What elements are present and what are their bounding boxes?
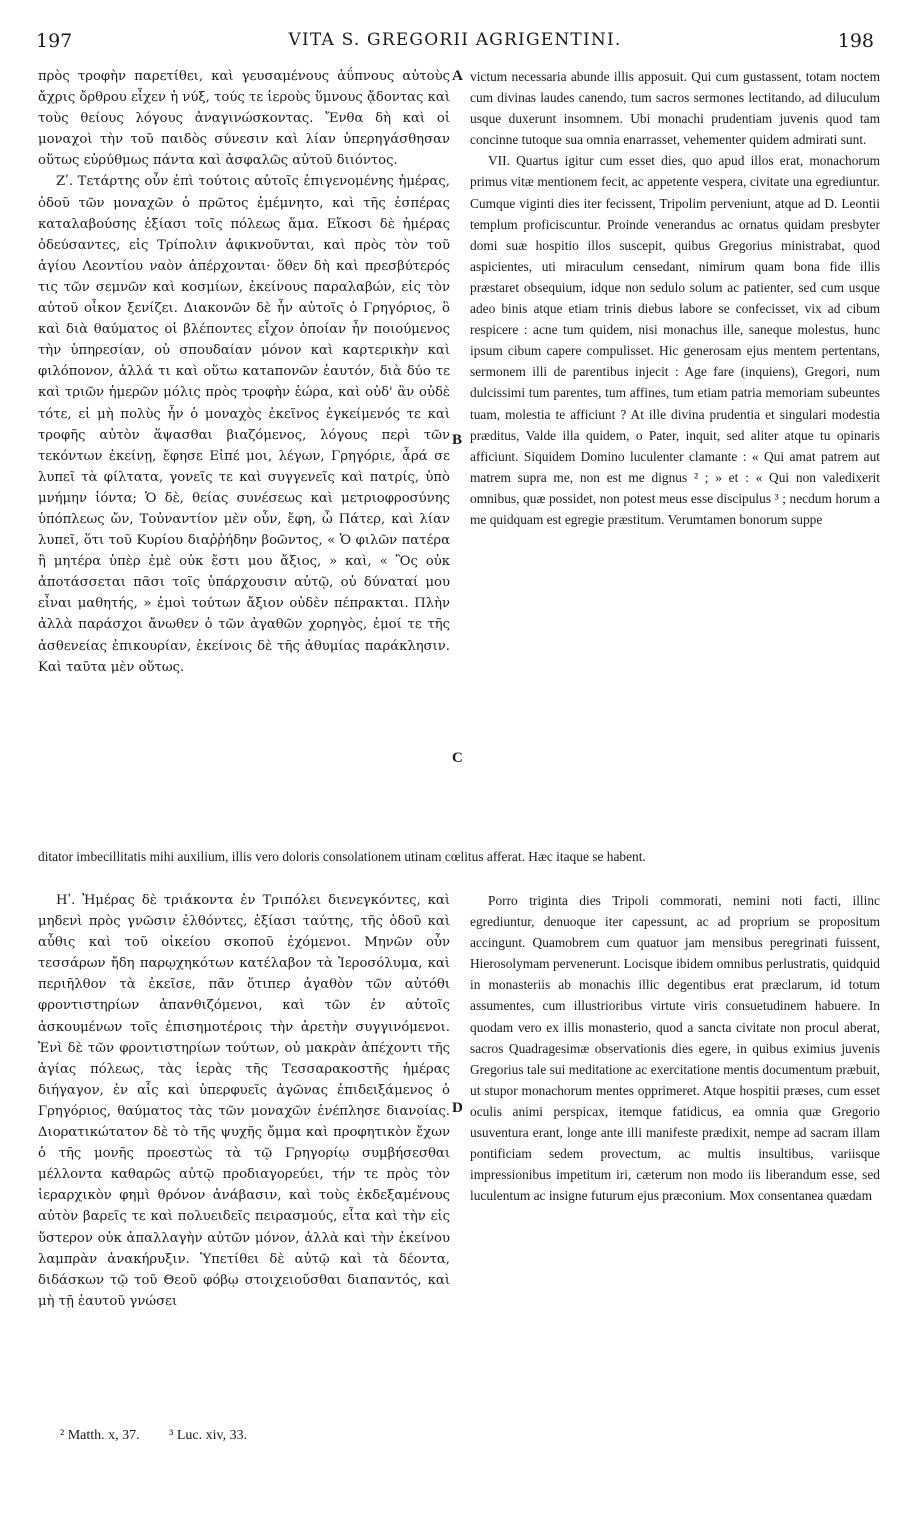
- page-number-right: 198: [837, 30, 874, 52]
- latin-full-width-continuation: ditator imbecillitatis mihi auxilium, illis vero doloris consolationem utinam cœlitus afferat. Hæc itaque se habent.: [38, 849, 646, 864]
- greek-column-upper: [38, 66, 450, 678]
- footnotes: [60, 1428, 273, 1444]
- greek-column-lower: [38, 890, 450, 1312]
- running-title: VITA S. GREGORII AGRIGENTINI.: [288, 30, 622, 50]
- margin-marker-b: B: [452, 432, 463, 448]
- latin-paragraph: Porro triginta dies Tripoli commorati, nemini noti facti, illinc egrediuntur, denuoque iter capessunt, ac ad proprium se propositum accingunt. Quamobrem cum quatuor jam mensibus peregrinati fuissent, Hierosolymam pervenerunt. Locisque ibidem omnibus perlustratis, quidquid in monasteriis ab monachis illic degentibus erat præclarum, id totum assumentes, cum illustrioribus virtute viris consuetudinem habuere. In quodam vero ex illis monasterio, quod a sancta civitate non procul aberat, sacros Quadragesimæ observationis dies egere, in quibus eximius juvenis Gregorius tale sui meditatione ac exercitatione mentis documentum præbuit, ut stupor monachorum mentes opprimeret. Atque hospitii præses, cum esset oculis animi perspicax, itemque fatidicus, ea omnia quæ Gregorio usuventura erant, longe ante illi manifeste prædixit, nempe ad sacram illam pontificiam sedem provectum, ac multis insultibus, variisque impressionibus impetitum iri, cæterum non modo iis liberandum esse, sed luculentum ac insigne futurum ejus præconium. Mox consentanea quædam: [470, 893, 880, 1204]
- greek-paragraph: Ηʹ. Ἡμέρας δὲ τριάκοντα ἐν Τριπόλει διενεγκόντες, καὶ μηδενὶ πρὸς γνῶσιν ἐλθόντες, ἐξίασι ταύτης, τῆς ὁδοῦ καὶ αὖθις καὶ τοῦ οἰκείου σκοποῦ ἐχόμενοι. Μηνῶν οὖν τεσσάρων ἤδη παρῳχηκότων κατέλαβον τὰ Ἱεροσόλυμα, καὶ περιῆλθον τὰ ἐκεῖσε, πᾶν ὅτιπερ ἀγαθὸν τῶν αὐτόθι φροντιστηρίων ἀπανθιζόμενοι, καὶ τῶν ἐν αὐτοῖς ἀσκουμένων τοῖς ἐπισημοτέροις τὴν ἀρετὴν συγγινόμενοι. Ἐνὶ δὲ τῶν φροντιστηρίων τούτων, οὐ μακρὰν ἀπέχοντι τῆς ἁγίας πόλεως, τὰς ἱερὰς τῆς Τεσσαρακοστῆς ἡμέρας διήγαγον, ἐν αἷς καὶ ὑπερφυεῖς ἀγῶνας ἐπιδειξάμενος ὁ Γρηγόριος, θαύματος τὰς τῶν μοναχῶν ἐνέπλησε διανοίας. Διορατικώτατον δὲ τὸ τῆς ψυχῆς ὄμμα καὶ προφητικὸν ἔχων ὁ τῆς μονῆς προεστὼς τὰ τῷ Γρηγορίῳ συμβήσεσθαι μέλλοντα καθαρῶς αὐτῷ προδιαγορεύει, τήν τε πρὸς τὸν ἱεραρχικὸν φημὶ θρόνον ἀνάβασιν, καὶ τοὺς ἐκδεξαμένους αὐτὸν βαρεῖς τε καὶ πολυειδεῖς πειρασμούς, εἶτα καὶ τὴν εἰς ὕστερον οὐκ ἀπαλλαγὴν αὐτῶν μόνον, ἀλλὰ καὶ τὴν ἐκείνου λαμπρὰν ἀνακήρυξιν. Ὑπετίθει δὲ αὐτῷ καὶ τὰ δέοντα, διδάσκων τῷ τοῦ Θεοῦ φόβῳ στοιχειοῦσθαι διαπαντός, καὶ μὴ τῇ ἑαυτοῦ γνώσει: [38, 893, 450, 1309]
- page-header: [36, 30, 874, 56]
- greek-paragraph: πρὸς τροφὴν παρετίθει, καὶ γευσαμένους ἀΰπνους αὐτοὺς ἄχρις ὄρθρου εἶχεν ἡ νύξ, τούς τε ἱεροὺς ὕμνους ᾄδοντας καὶ τοὺς θείους λόγους ἀναγινώσκοντας. Ἔνθα δὴ καὶ οἱ μοναχοὶ τὴν τοῦ παιδὸς σύνεσιν καὶ λίαν ὑπερηγάσθησαν οὕτως εὐρύθμως πάντα καὶ ἀσφαλῶς αὐτοῦ διιόντος.: [38, 69, 450, 169]
- margin-marker-c: C: [452, 750, 463, 766]
- latin-column-lower: [470, 890, 880, 1206]
- latin-paragraph: victum necessaria abunde illis apposuit. Qui cum gustassent, totam noctem cum divinas laudes canendo, tum sacros sermones lectitando, ad diluculum usque duxerunt insomnem. Ubi monachi prudentiam juvenis quod tam concinne tutoque sua omnia enarrasset, vehementer quidem admirati sunt.: [470, 69, 880, 148]
- latin-paragraph: VII. Quartus igitur cum esset dies, quo apud illos erat, monachorum primus vitæ mentionem fecit, ac appetente vespera, civitate una egrediuntur. Cumque viginti dies iter fecissent, Tripolim perveniunt, atque ad D. Leontii templum proficiscuntur. Proinde venerandus ac ornatus quidam presbyter domi suæ hospitio illos suscepit, quibus Gregorius ministrabat, quod aspicientes, uti miraculum censedant, nimirum quam bona fide illis præstaret obsequium, idque non sedulo solum ac patienter, sed cum usque adeo binis atque etiam trinis diebus labore se confecisset, vix ad cibum respicere : acne tum quidem, nisi monachus ille, saneque molestus, hunc ipsum cibum capere compulisset. Hic generosam ejus mentem pertentans, sermonem illi de parentibus injecit : Age fare (inquiens), Gregori, num dulcissimi tum parentes, tum affines, tum etiam patria memoriam subeuntes tuam, molestia te afficiunt ? At ille divina prudentia et singulari modestia præditus, Valde illa quidem, o Pater, inquit, sed aliter atque tu opinaris afficiunt. Siquidem Domino luculenter clamante : « Qui amat patrem aut matrem supra me, non est me dignus ² ; » et : « Qui non valedixerit omnibus, quæ possidet, non potest meus esse discipulus ³ ; necdum horum a me quidquam est egregie præstitum. Verumtamen bonorum suppe: [470, 153, 880, 527]
- footnote: ³ Luc. xiv, 33.: [169, 1428, 248, 1443]
- greek-paragraph: Ζʹ. Τετάρτης οὖν ἐπὶ τούτοις αὐτοῖς ἐπιγενομένης ἡμέρας, ὁδοῦ τῶν μοναχῶν ὁ πρῶτος ἐμέμνητο, καὶ τῆς ἑσπέρας καταλαβούσης ἐξίασι τοῖς πόλεως ἅμα. Εἴκοσι δὲ ἡμέρας ὁδεύσαντες, εἰς Τρίπολιν ἀφικνοῦνται, καὶ πρὸς τὸν τοῦ ἁγίου Λεοντίου ναὸν ἀπέρχονται· ὅθεν δὴ καὶ πρεσβύτερός τις τῶν σεμνῶν καὶ κοσμίων, ἐκείνους παραλαβών, εἰς τὸν αὐτοῦ οἶκον ξενίζει. Διακονῶν δὲ ἦν αὐτοῖς ὁ Γρηγόριος, ὃ καὶ διὰ θαύματος οἱ βλέποντες εἶχον ὁποίαν ἦν ποιούμενος τὴν ὑπηρεσίαν, οὐ σπουδαίαν μόνον καὶ καρτερικὴν καὶ φιλόπονον, ἀλλά τι καὶ οὕτω κατaπονῶν ἑαυτόν, διὰ δύο τε καὶ τριῶν ἡμερῶν μόλις πρὸς τροφὴν ἑώρα, καὶ οὐδ' ἂν οὐδὲ τότε, εἰ μὴ πολὺς ἦν ὁ μοναχὸς ἐκεῖνος ἐγκείμενός τε καὶ τροφῆς αὐτὸν ἅψασθαι βιαζόμενος, λόγους περὶ τῶν τεκόντων ἐκείνῃ, ἔφησε Εἰπέ μοι, λέγων, Γρηγόριε, ἆρά σε λυπεῖ τὰ φίλτατα, γονεῖς τε καὶ συγγενεῖς καὶ πατρίς, ὑπὸ μνήμην ἰόντα; Ὁ δὲ, θείας συνέσεως καὶ μετριοφροσύνης ὑπόπλεως ὤν, Τοὐναντίον μὲν οὖν, ἔφη, ὦ Πάτερ, καὶ λίαν λυπεῖ, ὅτι τοῦ Κυρίου διαῤῥήδην βοῶντος, « Ὁ φιλῶν πατέρα ἢ μητέρα ὑπὲρ ἐμὲ οὐκ ἔστι μου ἄξιος, » καὶ, « Ὃς οὐκ ἀποτάσσεται πᾶσι τοῖς ὑπάρχουσιν αὐτῷ, οὐ δύναταί μου εἶναι μαθητής, » ἐμοὶ τούτων ἄξιον οὐδὲν πέπρακται. Πλὴν ἀλλὰ παράσχοι ἄνωθεν ὁ τῶν ἀγαθῶν χορηγὸς, ἐμοί τε τῆς ἀσθενείας ἐπικουρίαν, ἐκείνοις δὲ τῆς ἀθυμίας παράκλησιν. Καὶ ταῦτα μὲν οὕτως.: [38, 174, 450, 675]
- latin-column-upper: [470, 66, 880, 530]
- page-number-left: 197: [36, 30, 73, 52]
- margin-marker-a: A: [452, 68, 463, 84]
- margin-marker-d: D: [452, 1100, 463, 1116]
- footnote: ² Matth. x, 37.: [60, 1428, 140, 1443]
